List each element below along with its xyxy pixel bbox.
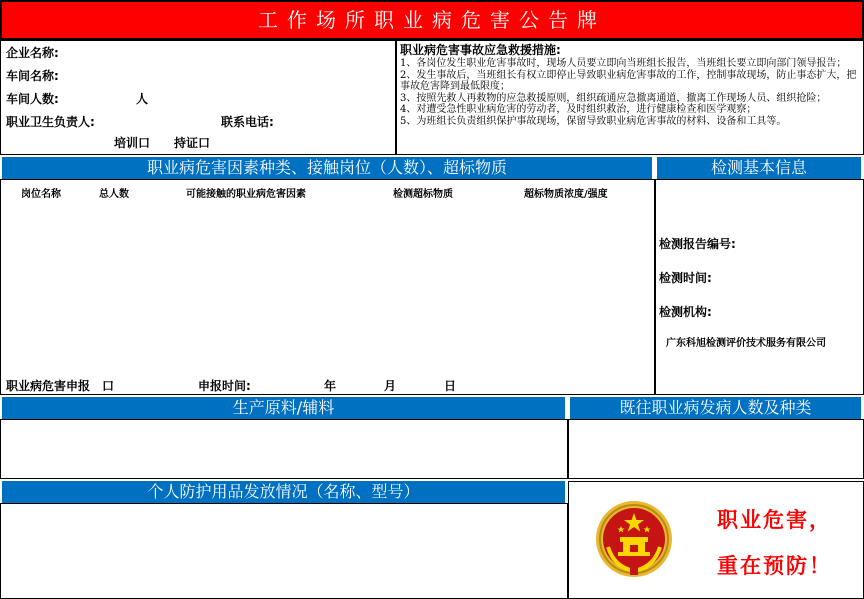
company-info-box [0, 40, 396, 155]
emergency-item: 2、发生事故后，当班组长有权立即停止导致职业病危害事故的工作，控制事故现场，防止事态扩大，把事故危害降到最低限度； [400, 69, 857, 92]
national-emblem-icon [594, 499, 674, 579]
col-concentration: 超标物质浓度/强度 [524, 189, 608, 200]
detection-header: 检测基本信息 [657, 157, 861, 179]
col-hazard-factors: 可能接触的职业病危害因素 [186, 189, 306, 200]
materials-header: 生产原料/辅料 [2, 397, 565, 419]
emergency-item: 1、各岗位发生职业危害事故时，现场人员要立即向当班组长报告，当班组长要立即向部门领导报告； [400, 58, 847, 69]
declaration-label: 职业病危害申报 口 [6, 379, 115, 393]
board-title: 工作场所职业病危害公告牌 [258, 8, 606, 32]
headcount-unit: 人 [136, 92, 149, 106]
ppe-box [0, 503, 568, 599]
emergency-title: 职业病危害事故应急救援措施: [400, 43, 561, 57]
col-post-name: 岗位名称 [21, 189, 61, 200]
ppe-header: 个人防护用品发放情况（名称、型号） [2, 481, 565, 503]
detection-time-label: 检测时间: [659, 271, 712, 285]
title-bar [0, 0, 864, 40]
col-exceeding-substances: 检测超标物质 [393, 189, 453, 200]
trained-checkbox-label: 培训口 [114, 136, 151, 150]
hazards-box [0, 179, 655, 395]
phone-label: 联系电话: [221, 115, 274, 129]
slogan-line-1: 职业危害， [717, 507, 832, 532]
year-label: 年 [324, 379, 337, 393]
past-cases-box [568, 419, 864, 479]
workshop-label: 车间名称: [6, 69, 59, 83]
slogan-box [568, 481, 864, 599]
month-label: 月 [384, 379, 397, 393]
emergency-measures-box [396, 40, 864, 155]
col-total-people: 总人数 [99, 189, 129, 200]
emergency-item: 3、按照先救人再救物的应急救援原则，组织疏通应急撤离通道，撤离工作现场人员、组织抢险； [400, 92, 827, 104]
detection-box [655, 179, 864, 395]
headcount-label: 车间人数: [6, 92, 59, 106]
emergency-item: 4、对遭受急性职业病危害的劳动者，及时组织救治，进行健康检查和医学观察； [400, 104, 757, 115]
detection-org-label: 检测机构: [659, 305, 712, 319]
declaration-time-label: 申报时间: [198, 379, 251, 393]
emergency-item: 5、为班组长负责组织保护事故现场，保留导致职业病危害事故的材料、设备和工具等。 [400, 115, 787, 127]
hazards-header: 职业病危害因素种类、接触岗位（人数）、超标物质 [2, 157, 652, 179]
materials-box [0, 419, 568, 479]
certified-checkbox-label: 持证口 [174, 136, 211, 150]
detection-org-name: 广东科旭检测评价技术服务有限公司 [666, 338, 826, 349]
health-officer-label: 职业卫生负责人: [6, 115, 95, 129]
past-cases-header: 既往职业病发病人数及种类 [570, 397, 861, 419]
day-label: 日 [444, 379, 457, 393]
slogan-line-2: 重在预防！ [717, 553, 832, 578]
report-no-label: 检测报告编号: [659, 237, 736, 251]
company-name-label: 企业名称: [6, 46, 59, 60]
